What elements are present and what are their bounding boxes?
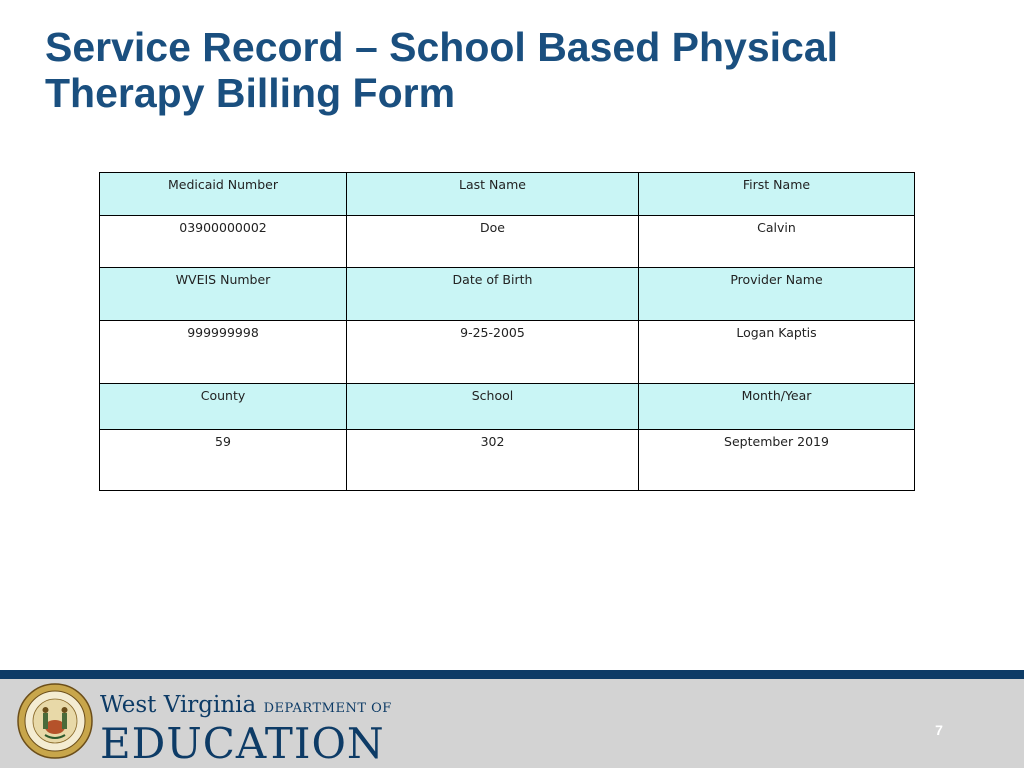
table-row <box>100 321 915 384</box>
table-row <box>100 384 915 430</box>
table-row <box>100 173 915 216</box>
first-name-header: First Name <box>639 173 915 216</box>
date-of-birth-header: Date of Birth <box>347 268 639 321</box>
table-row <box>100 430 915 491</box>
wv-education-logo <box>100 692 392 766</box>
page-number: 7 <box>935 722 943 738</box>
month-year-value: September 2019 <box>639 430 915 491</box>
footer-divider <box>0 670 1024 679</box>
last-name-header: Last Name <box>347 173 639 216</box>
county-header: County <box>100 384 347 430</box>
billing-form-table <box>99 172 915 491</box>
medicaid-number-value: 03900000002 <box>100 216 347 268</box>
wveis-number-header: WVEIS Number <box>100 268 347 321</box>
month-year-header: Month/Year <box>639 384 915 430</box>
county-value: 59 <box>100 430 347 491</box>
logo-state-name: West Virginia <box>100 692 257 718</box>
slide-title: Service Record – School Based Physical Therapy Billing Form <box>45 24 839 116</box>
table-row <box>100 216 915 268</box>
wveis-number-value: 999999998 <box>100 321 347 384</box>
state-seal-icon <box>17 683 93 759</box>
school-value: 302 <box>347 430 639 491</box>
footer <box>0 670 1024 768</box>
provider-name-header: Provider Name <box>639 268 915 321</box>
table-row <box>100 268 915 321</box>
logo-department: DEPARTMENT OF <box>263 701 392 716</box>
logo-education: EDUCATION <box>100 719 385 768</box>
last-name-value: Doe <box>347 216 639 268</box>
date-of-birth-value: 9-25-2005 <box>347 321 639 384</box>
provider-name-value: Logan Kaptis <box>639 321 915 384</box>
school-header: School <box>347 384 639 430</box>
first-name-value: Calvin <box>639 216 915 268</box>
medicaid-number-header: Medicaid Number <box>100 173 347 216</box>
